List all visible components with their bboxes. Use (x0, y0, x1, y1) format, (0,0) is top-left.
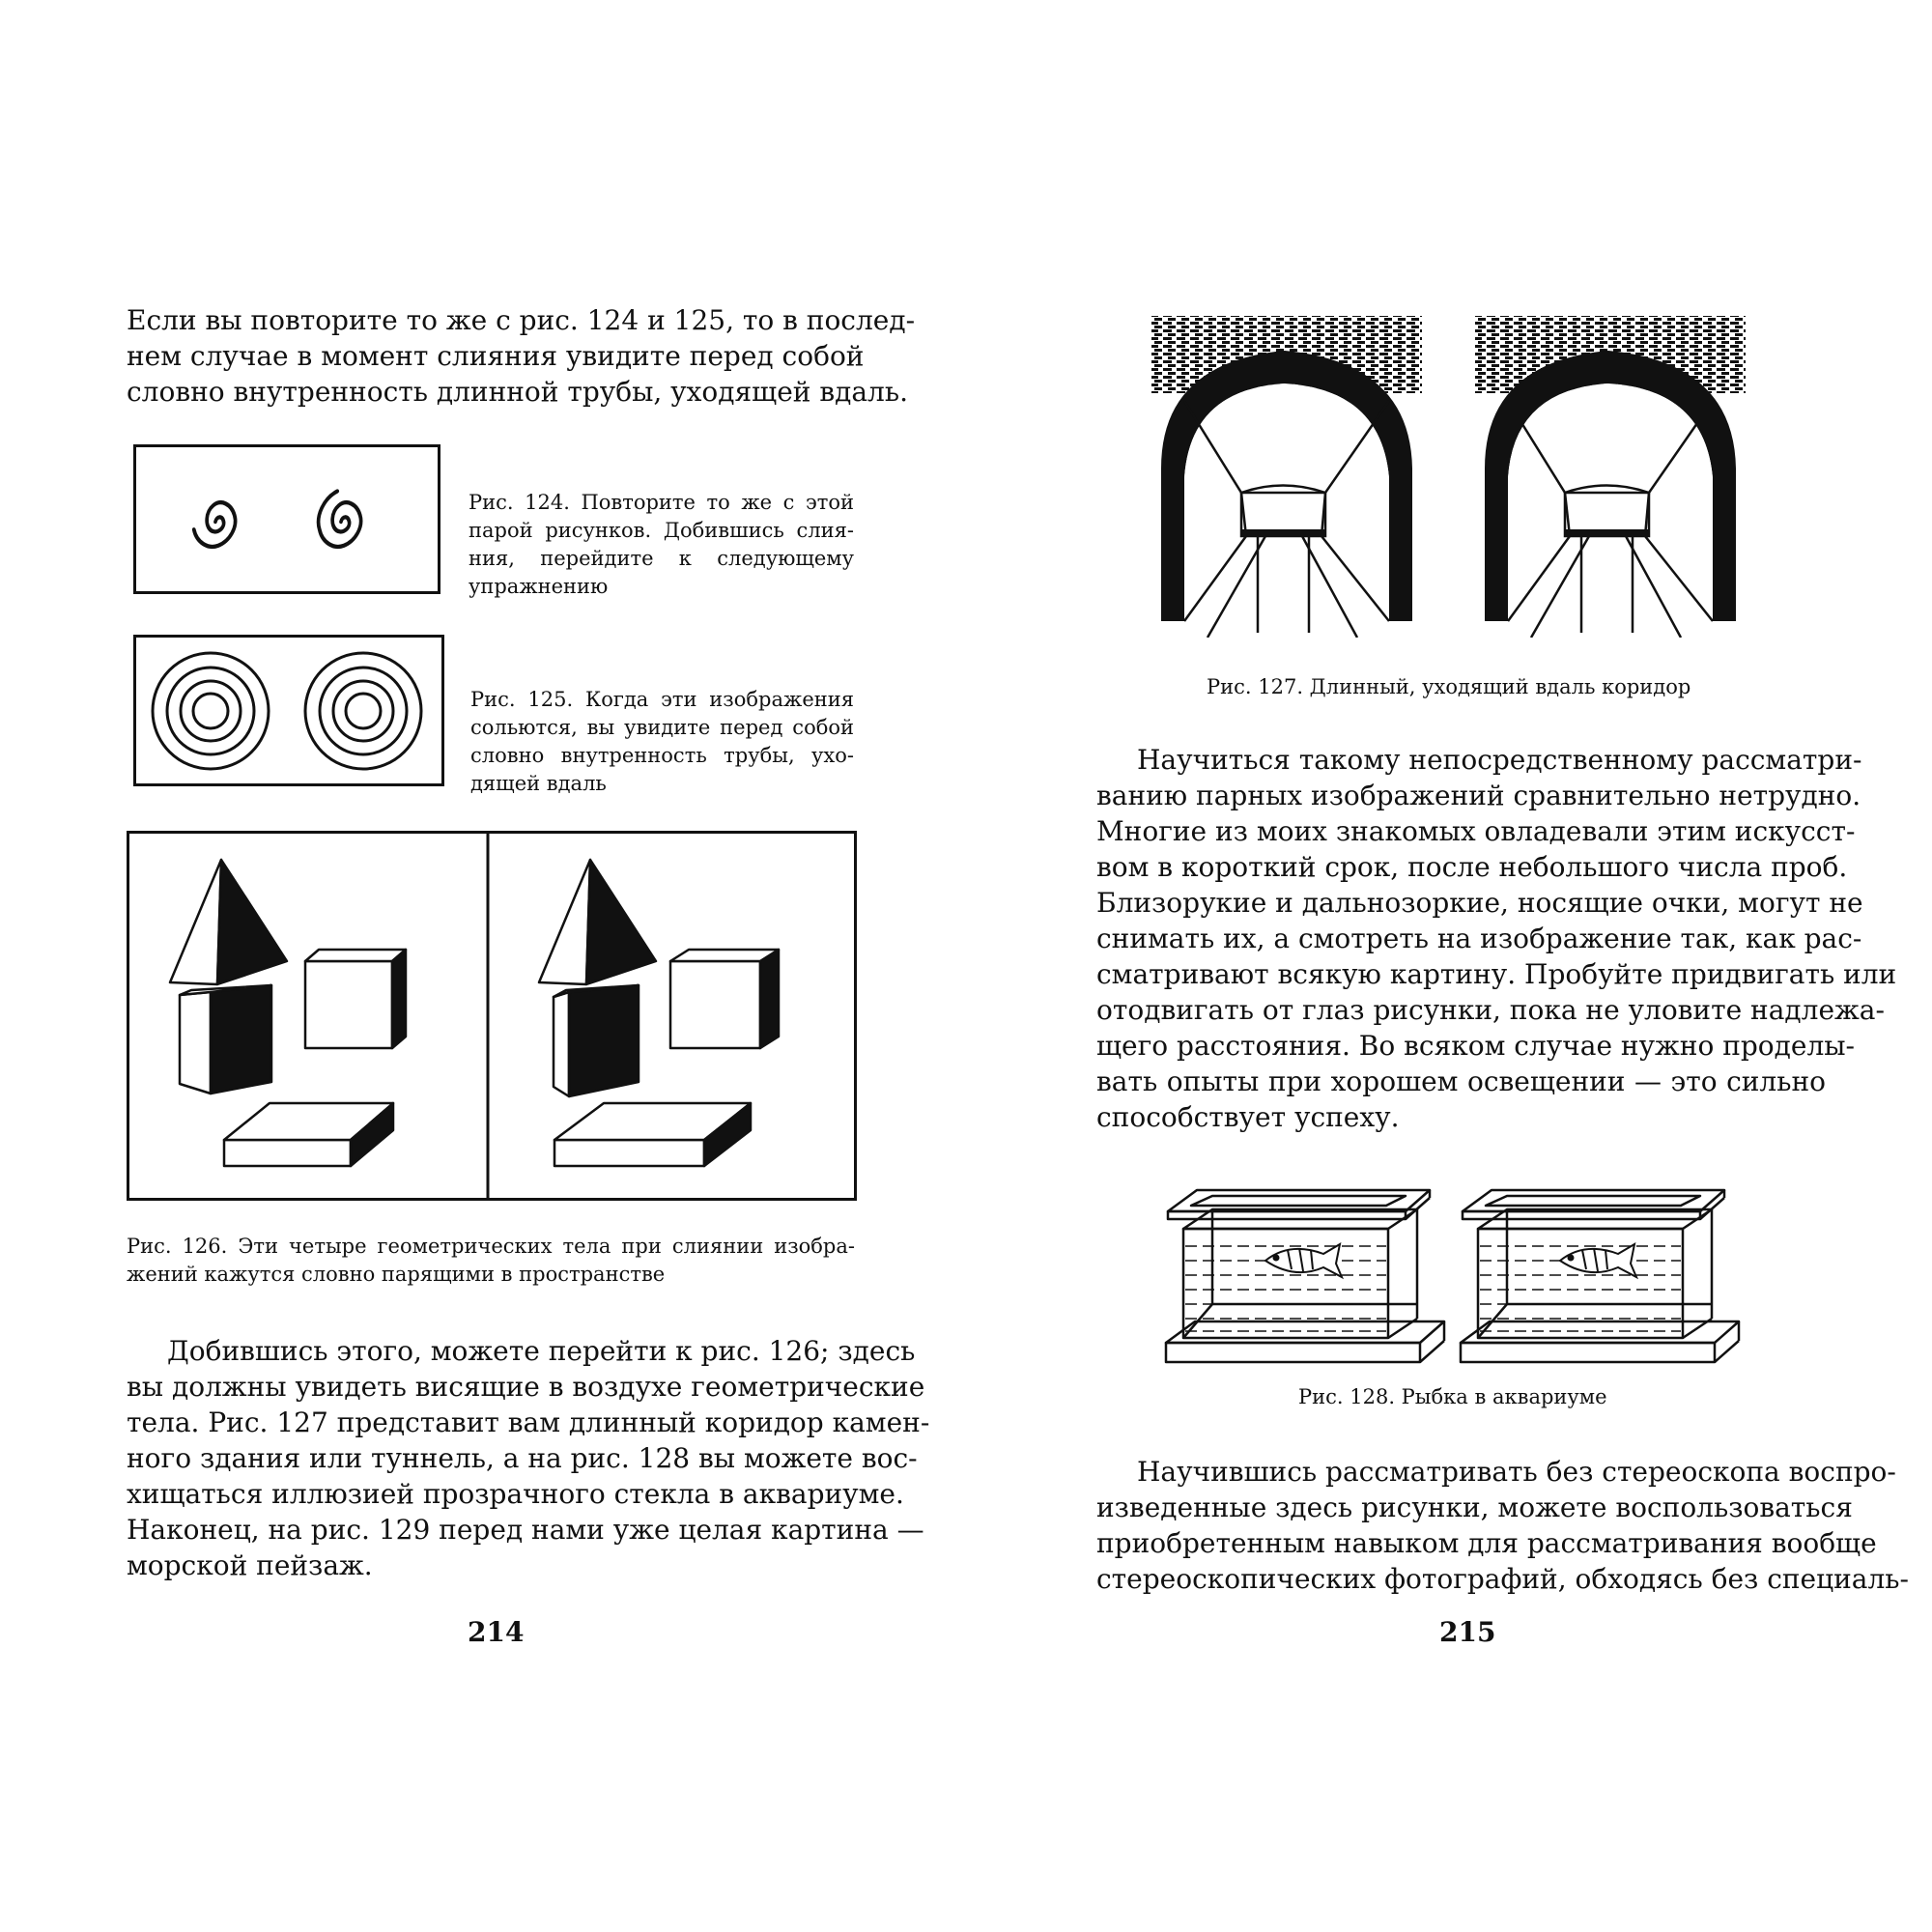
figure-126-caption (127, 1233, 855, 1289)
figure-128-aquariums (1164, 1169, 1753, 1367)
text-line: Добившись этого, можете перейти к рис. 126; здесь (167, 1335, 916, 1367)
caption-line: дящей вдаль (470, 772, 607, 795)
text-line: приобретенным навыком для рассматривания вообще (1096, 1527, 1877, 1559)
text-line: Научившись рассматривать без стереоскопа воспро- (1137, 1456, 1896, 1488)
page-number-left: 214 (468, 1616, 525, 1648)
caption-line: Рис. 124. Повторите то же с этой (469, 491, 854, 514)
figure-128-caption: Рис. 128. Рыбка в аквариуме (1298, 1385, 1607, 1408)
text-line: снимать их, а смотреть на изображение так, как рас- (1096, 923, 1862, 954)
caption-line: ния, перейдите к следующему (469, 547, 854, 570)
page-number-right: 215 (1439, 1616, 1496, 1648)
caption-line: Рис. 125. Когда эти изображения (470, 688, 854, 711)
text-line: Многие из моих знакомых овладевали этим искусст- (1096, 815, 1856, 847)
caption-line: Рис. 126. Эти четыре геометрических тела при слиянии изобра- (127, 1235, 855, 1258)
text-line: Научиться такому непосредственному рассматри- (1137, 744, 1862, 776)
figure-124-caption (469, 489, 854, 601)
text-line: способствует успеху. (1096, 1101, 1400, 1133)
figure-127-corridor (1150, 314, 1758, 638)
right-paragraph-1 (1096, 742, 1897, 1135)
text-line: тела. Рис. 127 представит вам длинный коридор камен- (127, 1406, 930, 1438)
text-line: щего расстояния. Во всяком случае нужно проделы- (1096, 1030, 1856, 1062)
text-line: вом в короткий срок, после небольшого числа проб. (1096, 851, 1848, 883)
text-line: ного здания или туннель, а на рис. 128 вы можете вос- (127, 1442, 918, 1474)
figure-127-caption: Рис. 127. Длинный, уходящий вдаль коридор (1207, 675, 1691, 698)
text-line: морской пейзаж. (127, 1549, 373, 1581)
text-line: нем случае в момент слияния увидите перед собой (127, 340, 865, 372)
text-line: отодвигать от глаз рисунки, пока не уловите надлежа- (1096, 994, 1885, 1026)
left-paragraph-2 (127, 1333, 930, 1583)
text-line: ванию парных изображений сравнительно нетрудно. (1096, 780, 1861, 811)
text-line: Наконец, на рис. 129 перед нами уже целая картина — (127, 1514, 924, 1546)
left-paragraph-1 (127, 302, 916, 410)
text-line: вы должны увидеть висящие в воздухе геометрические (127, 1371, 925, 1403)
caption-line: сольются, вы увидите перед собой (470, 716, 854, 739)
text-line: Если вы повторите то же с рис. 124 и 125, то в послед- (127, 304, 916, 336)
fish-icon (1265, 1244, 1342, 1277)
figure-125-circles (133, 635, 444, 786)
text-line: сматривают всякую картину. Пробуйте придвигать или (1096, 958, 1897, 990)
figure-125-caption (470, 686, 854, 798)
text-line: изведенные здесь рисунки, можете воспользоваться (1096, 1492, 1853, 1523)
caption-line: словно внутренность трубы, ухо- (470, 744, 854, 767)
figure-124-spirals (133, 444, 440, 594)
text-line: словно внутренность длинной трубы, уходящей вдаль. (127, 376, 908, 408)
text-line: стереоскопических фотографий, обходясь без специаль- (1096, 1563, 1909, 1595)
right-paragraph-2 (1096, 1454, 1909, 1597)
text-line: хищаться иллюзией прозрачного стекла в аквариуме. (127, 1478, 904, 1510)
caption-line: упражнению (469, 575, 609, 598)
figure-126-geometric-solids (127, 831, 857, 1201)
caption-line: жений кажутся словно парящими в пространстве (127, 1263, 666, 1286)
text-line: Близорукие и дальнозоркие, носящие очки, могут не (1096, 887, 1863, 919)
caption-line: парой рисунков. Добившись слия- (469, 519, 854, 542)
text-line: вать опыты при хорошем освещении — это сильно (1096, 1065, 1826, 1097)
